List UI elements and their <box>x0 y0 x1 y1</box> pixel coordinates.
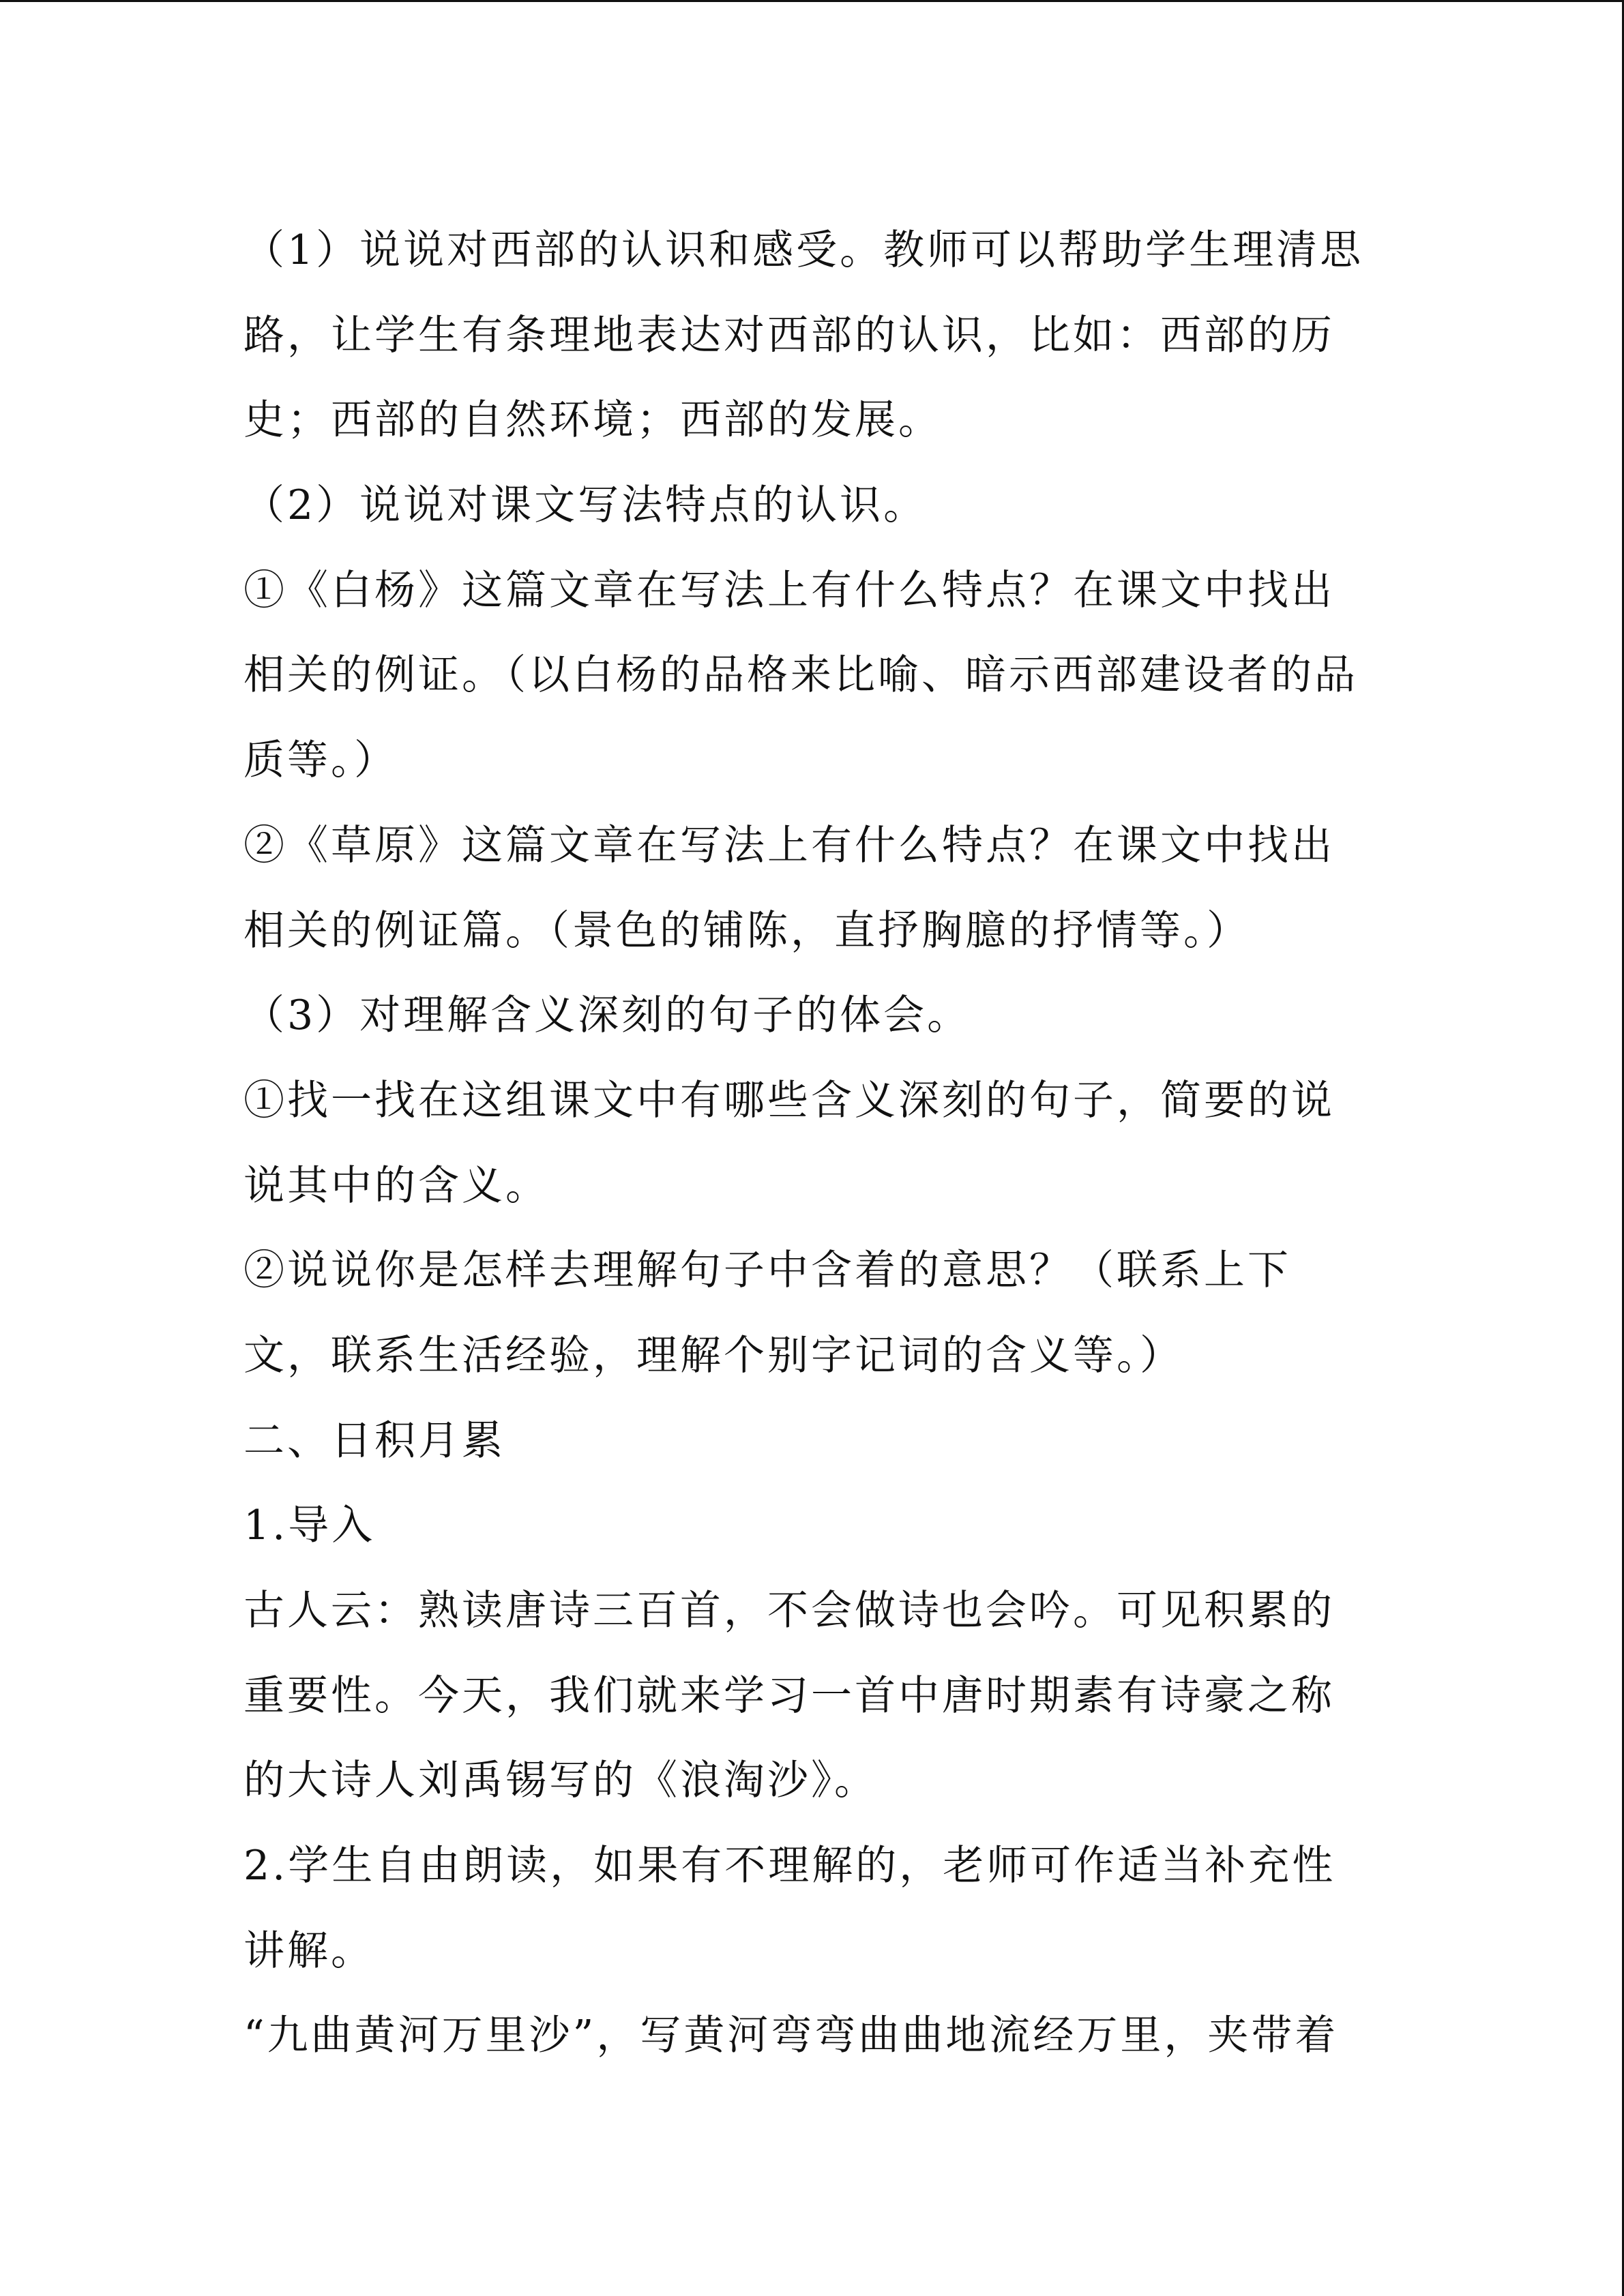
section-heading: 1.导入 <box>243 1502 376 1550</box>
text-line: ②《草原》这篇文章在写法上有什么特点？在课文中找出 <box>243 821 1335 869</box>
text-line: （1）说说对西部的认识和感受。教师可以帮助学生理清思 <box>243 226 1364 274</box>
text-line: 相关的例证篇。（景色的铺陈，直抒胸臆的抒情等。） <box>243 906 1250 955</box>
text-line: 古人云：熟读唐诗三百首，不会做诗也会吟。可见积累的 <box>243 1587 1335 1635</box>
text-line: ①找一找在这组课文中有哪些含义深刻的句子，简要的说 <box>243 1076 1335 1124</box>
text-line: 文，联系生活经验，理解个别字记词的含义等。） <box>243 1331 1183 1380</box>
text-line: ①《白杨》这篇文章在写法上有什么特点？在课文中找出 <box>243 566 1335 614</box>
text-line: 说其中的含义。 <box>243 1161 549 1210</box>
section-heading: 二、日积月累 <box>243 1416 505 1465</box>
text-line: 的大诗人刘禹锡写的《浪淘沙》。 <box>243 1757 878 1805</box>
text-line: ②说说你是怎样去理解句子中含着的意思？（联系上下 <box>243 1247 1291 1295</box>
text-line: 质等。） <box>243 736 398 785</box>
text-line: 路，让学生有条理地表达对西部的认识，比如：西部的历 <box>243 311 1335 359</box>
section-heading: （2）说说对课文写法特点的认识。 <box>243 481 928 530</box>
text-line: 史；西部的自然环境；西部的发展。 <box>243 396 942 445</box>
text-line: 2.学生自由朗读，如果有不理解的，老师可作适当补充性 <box>243 1842 1336 1890</box>
section-heading: （3）对理解含义深刻的句子的体会。 <box>243 992 971 1040</box>
text-line: 重要性。今天，我们就来学习一首中唐时期素有诗豪之称 <box>243 1671 1335 1720</box>
text-line: 讲解。 <box>243 1926 374 1975</box>
document-body <box>243 208 1376 2078</box>
text-line: 相关的例证。（以白杨的品格来比喻、暗示西部建设者的品 <box>243 651 1358 700</box>
text-line: “九曲黄河万里沙”，写黄河弯弯曲曲地流经万里，夹带着 <box>243 2012 1339 2060</box>
